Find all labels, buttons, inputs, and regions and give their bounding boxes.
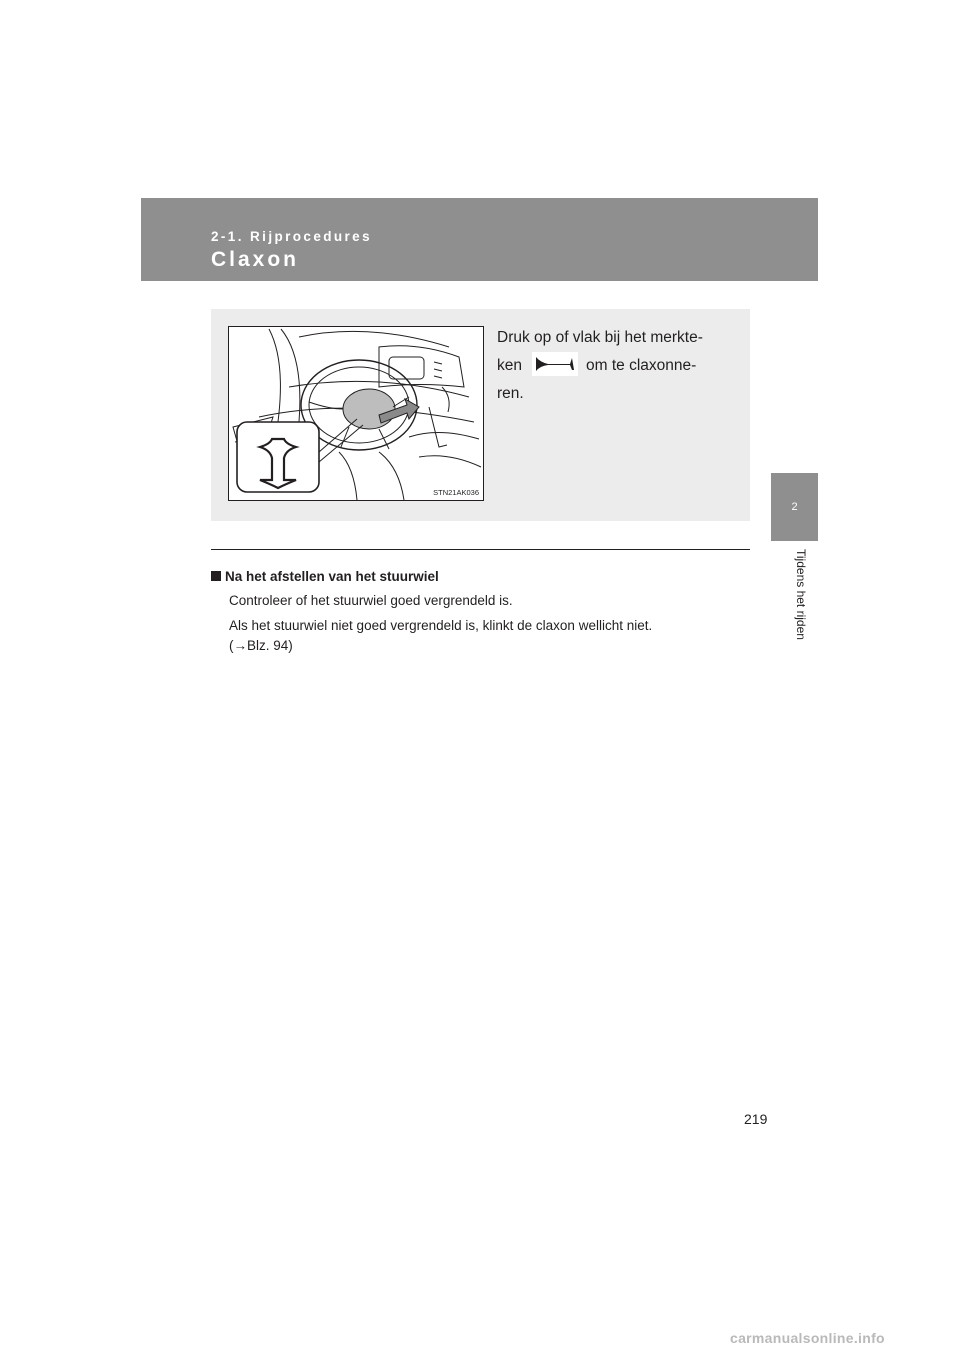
watermark: carmanualsonline.info — [730, 1330, 885, 1346]
horn-icon — [532, 352, 578, 376]
page-title: Claxon — [211, 248, 300, 271]
steering-wheel-illustration — [228, 326, 484, 501]
square-bullet-icon — [211, 571, 221, 581]
page-number: 219 — [744, 1111, 768, 1127]
note-heading-text: Na het afstellen van het stuurwiel — [225, 569, 439, 584]
chapter-title: Tijdens het rijden — [794, 549, 808, 640]
steering-wheel-drawing — [229, 327, 483, 500]
instruction-line2a: ken — [497, 357, 522, 374]
instruction-line1: Druk op of vlak bij het merkte- — [497, 329, 703, 346]
chapter-number: 2 — [791, 501, 798, 513]
info-box — [211, 309, 750, 521]
note-line2: Als het stuurwiel niet goed vergrendeld is, klinkt de claxon wellicht niet. — [229, 618, 653, 633]
note-page-reference: (→Blz. 94) — [229, 638, 293, 653]
chapter-tab — [771, 473, 818, 541]
section-divider — [211, 549, 750, 550]
section-label: 2-1. Rijprocedures — [211, 229, 372, 244]
header-band — [141, 198, 818, 281]
image-code: STN21AK036 — [433, 488, 479, 497]
note-heading — [211, 568, 751, 586]
instruction-line3: ren. — [497, 385, 524, 402]
instruction-text — [497, 324, 729, 408]
instruction-line2b: om te claxonne- — [586, 357, 697, 374]
note-block — [211, 568, 751, 656]
note-line1: Controleer of het stuurwiel goed vergrendeld is. — [229, 593, 513, 608]
